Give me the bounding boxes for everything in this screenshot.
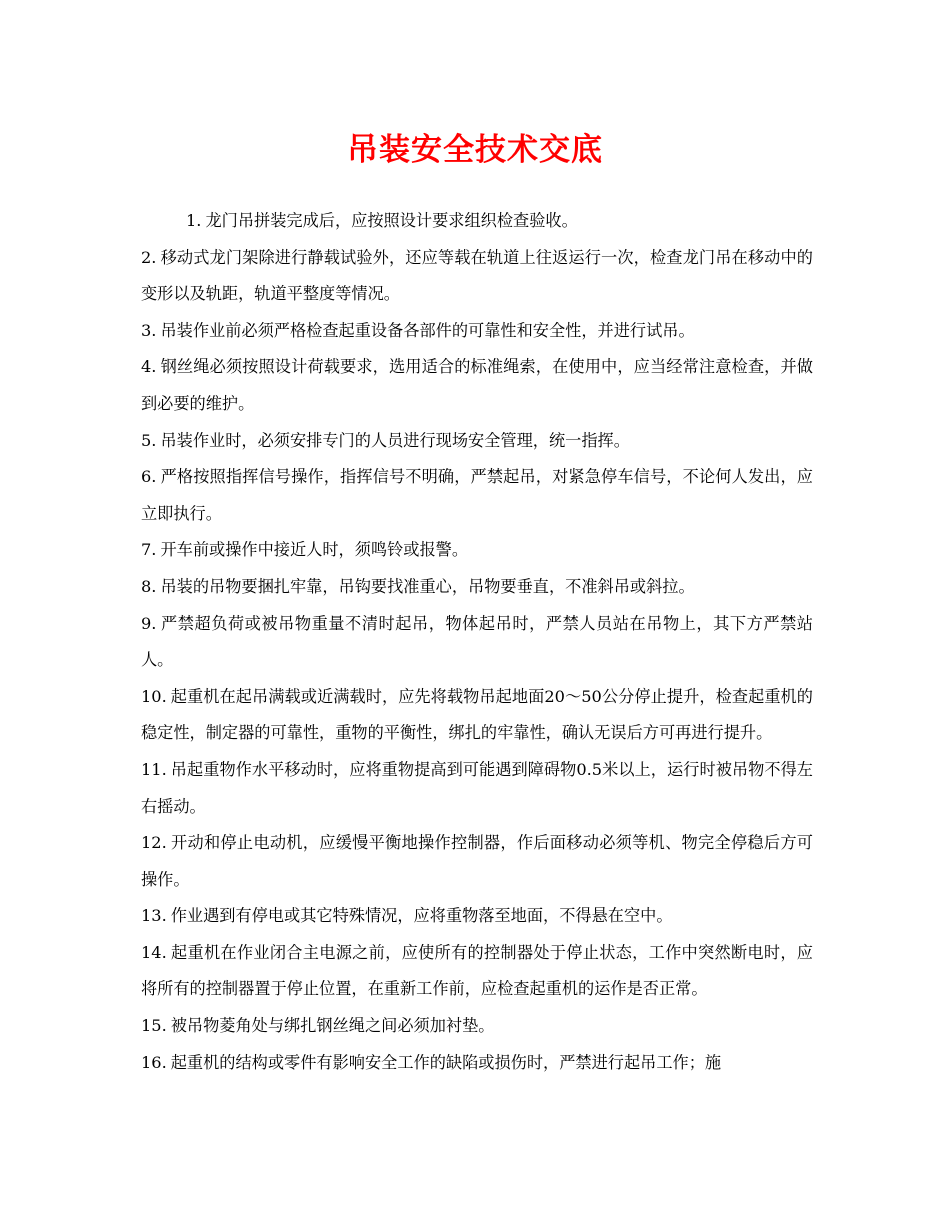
item-number: 5.	[141, 430, 157, 450]
item-number: 1.	[186, 211, 202, 230]
item-number: 9.	[141, 613, 157, 633]
item-number: 8.	[141, 576, 157, 596]
safety-item	[141, 532, 813, 569]
safety-item	[141, 606, 813, 679]
item-text: 作业遇到有停电或其它特殊情况，应将重物落至地面，不得悬在空中。	[170, 906, 673, 926]
item-text: 起重机在作业闭合主电源之前，应使所有的控制器处于停止状态，工作中突然断电时，应将所有的控制器置于停止位置，在重新工作前，应检查起重机的运作是否正常。	[141, 942, 813, 999]
item-text: 起重机在起吊满载或近满载时，应先将载物吊起地面20～50公分停止提升，检查起重机的稳定性，制定器的可靠性，重物的平衡性，绑扎的牢靠性，确认无误后方可再进行提升。	[141, 686, 813, 743]
item-text: 吊装的吊物要捆扎牢靠，吊钩要找准重心，吊物要垂直，不准斜吊或斜拉。	[160, 576, 695, 596]
item-text: 钢丝绳必须按照设计荷载要求，选用适合的标准绳索，在使用中，应当经常注意检查，并做到必要的维护。	[141, 357, 813, 413]
item-text: 吊装作业前必须严格检查起重设备各部件的可靠性和安全性，并进行试吊。	[160, 320, 695, 340]
item-text: 严格按照指挥信号操作，指挥信号不明确，严禁起吊，对紧急停车信号，不论何人发出，应立即执行。	[141, 467, 813, 523]
item-number: 11.	[141, 759, 167, 779]
item-text: 起重机的结构或零件有影响安全工作的缺陷或损伤时，严禁进行起吊工作；施	[170, 1052, 722, 1072]
item-text: 吊装作业时，必须安排专门的人员进行现场安全管理，统一指挥。	[160, 430, 630, 450]
safety-item	[141, 423, 813, 460]
safety-item	[141, 1008, 813, 1045]
item-text: 被吊物菱角处与绑扎钢丝绳之间必须加衬垫。	[170, 1016, 495, 1036]
safety-item	[141, 569, 813, 606]
item-text: 开车前或操作中接近人时，须鸣铃或报警。	[160, 540, 469, 560]
item-text: 吊起重物作水平移动时，应将重物提高到可能遇到障碍物0.5米以上，运行时被吊物不得左右摇动。	[141, 759, 813, 816]
safety-item	[141, 459, 813, 532]
safety-item	[141, 898, 813, 935]
safety-item	[141, 349, 813, 422]
safety-items-list	[141, 203, 813, 1081]
item-number: 15.	[141, 1016, 167, 1036]
safety-item	[141, 240, 813, 313]
item-number: 6.	[141, 467, 157, 487]
item-number: 3.	[141, 320, 157, 340]
item-number: 4.	[141, 357, 157, 377]
item-text: 龙门吊拼装完成后，应按照设计要求组织检查验收。	[205, 211, 578, 230]
item-number: 2.	[141, 247, 157, 267]
item-text: 严禁超负荷或被吊物重量不清时起吊，物体起吊时，严禁人员站在吊物上，其下方严禁站人。	[141, 613, 813, 670]
safety-item	[141, 679, 813, 752]
item-number: 12.	[141, 833, 167, 853]
safety-item	[141, 752, 813, 825]
document-title: 吊装安全技术交底	[347, 132, 603, 168]
safety-item	[141, 825, 813, 898]
safety-item	[141, 1045, 813, 1082]
safety-item	[141, 203, 813, 240]
item-text: 开动和停止电动机，应缓慢平衡地操作控制器，作后面移动必须等机、物完全停稳后方可操作。	[141, 833, 813, 889]
item-number: 7.	[141, 540, 157, 560]
safety-item	[141, 935, 813, 1008]
item-number: 10.	[141, 686, 167, 706]
item-number: 14.	[141, 942, 167, 962]
safety-item	[141, 313, 813, 350]
item-number: 16.	[141, 1052, 167, 1072]
item-text: 移动式龙门架除进行静载试验外，还应等载在轨道上往返运行一次，检查龙门吊在移动中的变形以及轨距，轨道平整度等情况。	[141, 247, 813, 304]
item-number: 13.	[141, 906, 167, 926]
